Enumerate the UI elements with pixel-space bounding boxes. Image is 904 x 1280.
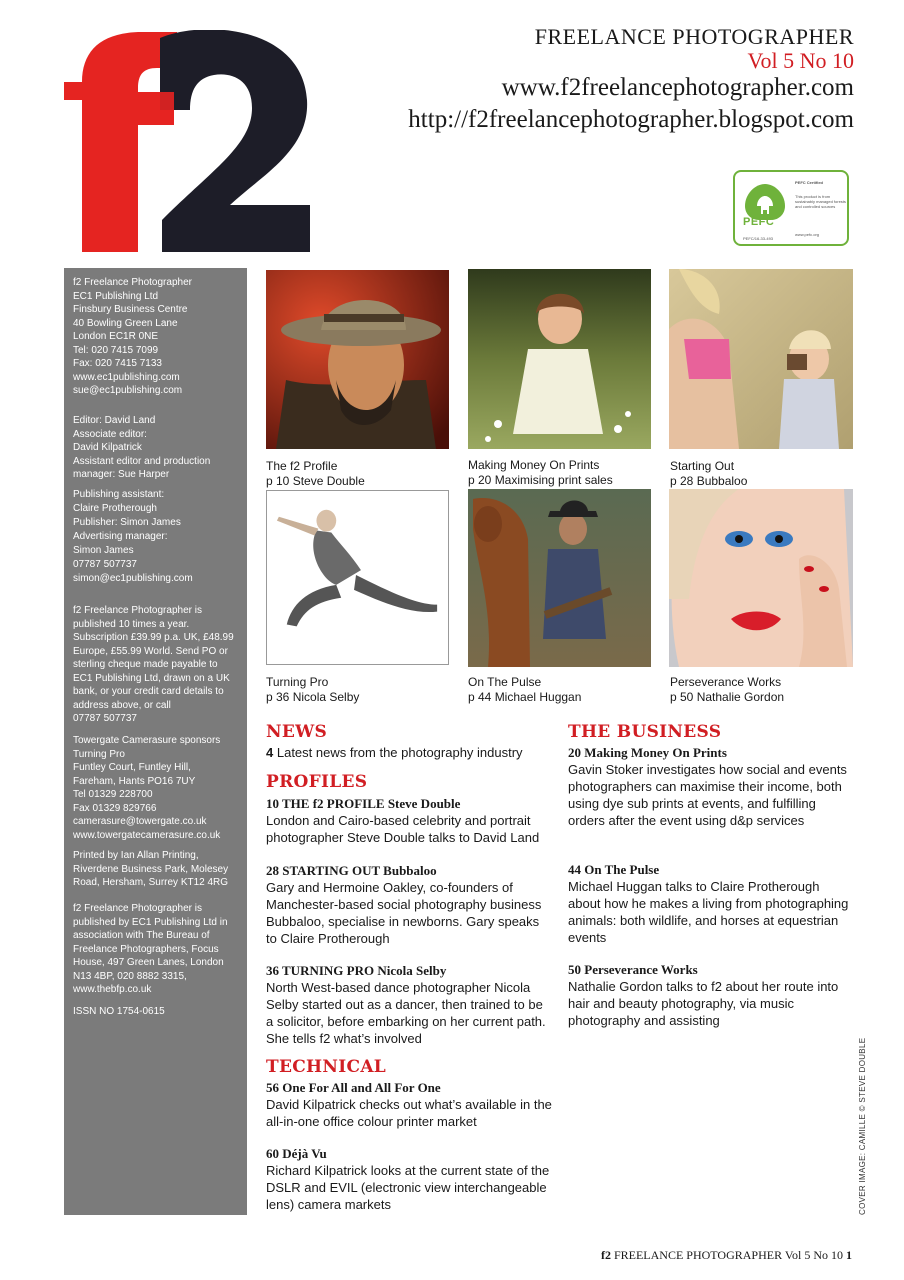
photo-dancer[interactable] (266, 490, 449, 665)
sidebar-line: f2 Freelance Photographer (73, 277, 192, 288)
photo-caption-title: Starting Out (670, 459, 735, 473)
sidebar-line[interactable]: www.ec1publishing.com (73, 371, 180, 383)
sidebar-line: Simon James (73, 545, 134, 556)
sidebar-line: f2 Freelance Photographer is (73, 903, 202, 914)
article-body: Gavin Stoker investigates how social and events photographers can maximise their income, both using dye sub prints at events, and fulfilling orders after the event using d&p services (568, 762, 847, 828)
sidebar-line: Claire Protherough (73, 503, 157, 514)
photo-steve-double[interactable] (266, 270, 449, 449)
sidebar-line: Freelance Photographers, Focus (73, 943, 219, 955)
pefc-code: PEFC/16-33-493 (743, 236, 774, 241)
sidebar-line: N13 4BP, 020 8882 3315, (73, 970, 187, 982)
article-title[interactable]: 44 On The Pulse (568, 862, 660, 877)
sidebar-line: Finsbury Business Centre (73, 304, 188, 315)
sidebar-line: Riverdene Business Park, Molesey (73, 863, 229, 875)
pefc-url: www.pefc.org (795, 232, 820, 237)
staff-list-2 (73, 488, 243, 586)
photo-caption-page: p 44 Michael Huggan (468, 690, 582, 704)
sidebar-line: Turning Pro (73, 748, 125, 760)
sidebar-line[interactable]: simon@ec1publishing.com (73, 573, 193, 584)
article-body: North West-based dance photographer Nicola Selby started out as a dancer, then trained to be a solicitor, before embarking on her current path. She tells f2 what’s involved (266, 980, 546, 1046)
sidebar-line: EC1 Publishing Ltd (73, 290, 159, 302)
sidebar-line: Tel 01329 228700 (73, 789, 153, 800)
pefc-label: PEFC (743, 216, 775, 228)
sidebar-line: Tel: 020 7415 7099 (73, 344, 159, 356)
blog-link[interactable]: http://f2freelancephotographer.blogspot.com (408, 106, 854, 133)
sidebar-line: address above, or call (73, 699, 171, 711)
photo-caption-title: Making Money On Prints (468, 458, 600, 472)
sidebar-line[interactable]: www.thebfp.co.uk (73, 984, 152, 995)
pefc-badge (733, 170, 849, 246)
sidebar-line: Fax: 020 7415 7133 (73, 358, 162, 369)
article-title[interactable]: 60 Déjà Vu (266, 1146, 327, 1161)
magazine-title: FREELANCE PHOTOGRAPHER (534, 24, 854, 49)
photo-cowboy-horse[interactable] (468, 489, 651, 667)
footer-brand: f2 (600, 1248, 611, 1262)
sidebar-line: Fareham, Hants PO16 7UY (73, 775, 196, 787)
issn: ISSN NO 1754-0615 (73, 1006, 165, 1017)
sidebar-line: Towergate Camerasure sponsors (73, 735, 221, 746)
sidebar-line: Funtley Court, Funtley Hill, (73, 762, 191, 773)
news-page-number: 4 (266, 745, 274, 760)
sidebar-line: Assistant editor and production (73, 455, 211, 467)
article-title[interactable]: 28 STARTING OUT Bubbaloo (266, 863, 437, 878)
sidebar-line: Subscription £39.99 p.a. UK, £48.99 (73, 632, 234, 643)
sidebar-line: 07787 507737 (73, 559, 137, 570)
sidebar-line: Fax 01329 829766 (73, 802, 157, 814)
article-title[interactable]: 56 One For All and All For One (266, 1080, 441, 1095)
article-title[interactable]: 50 Perseverance Works (568, 962, 698, 977)
footer-title: FREELANCE PHOTOGRAPHER Vol 5 No 10 (613, 1248, 843, 1262)
sidebar-line: Road, Hersham, Surrey KT12 4RG (73, 877, 229, 888)
sidebar-line: Advertising manager: (73, 531, 168, 542)
sidebar-line: Printed by Ian Allan Printing, (73, 850, 199, 861)
article-body: Gary and Hermoine Oakley, co-founders of Manchester-based social photography business Bubbaloo, specialise in newborns. Gary speaks to Claire Protherough (266, 880, 542, 946)
f2-logo (62, 30, 312, 255)
sidebar-line: published by EC1 Publishing Ltd in (73, 916, 228, 928)
section-heading-news: NEWS (266, 722, 328, 742)
sidebar-line: Associate editor: (73, 428, 147, 440)
sidebar-line: published 10 times a year. (73, 618, 190, 630)
photo-caption-title: Perseverance Works (670, 675, 782, 689)
sidebar-line: bank, or your credit card details to (73, 686, 224, 697)
sidebar-line: House, 497 Green Lanes, London (73, 957, 224, 968)
cover-credit: COVER IMAGE: CAMILLE © STEVE DOUBLE (858, 1037, 867, 1215)
pefc-description: This product is from sustainably managed forests and controlled sources (795, 194, 846, 209)
sidebar-line: 07787 507737 (73, 713, 137, 724)
article-body: Richard Kilpatrick looks at the current state of the DSLR and EVIL (electronic view interchangeable lens) camera markets (266, 1163, 550, 1212)
issue-number: Vol 5 No 10 (747, 48, 854, 73)
website-link[interactable]: www.f2freelancephotographer.com (501, 74, 854, 101)
sidebar-line[interactable]: www.towergatecamerasure.co.uk (73, 829, 221, 841)
news-item[interactable] (266, 745, 523, 760)
page-footer (601, 1248, 852, 1263)
sidebar-line[interactable]: camerasure@towergate.co.uk (73, 816, 207, 827)
sidebar-line[interactable]: sue@ec1publishing.com (73, 385, 183, 396)
sidebar-line: EC1 Publishing Ltd, drawn on a UK (73, 672, 230, 684)
sidebar-line: manager: Sue Harper (73, 469, 170, 480)
photo-mother-child[interactable] (669, 269, 853, 449)
sidebar-line: David Kilpatrick (73, 442, 142, 453)
sidebar-line: sterling cheque made payable to (73, 659, 218, 670)
staff-list (73, 414, 243, 482)
bfp-info (73, 902, 243, 997)
article-body: David Kilpatrick checks out what’s available in the all-in-one office colour printer market (266, 1097, 552, 1129)
sidebar-line: London EC1R 0NE (73, 331, 159, 342)
article-title[interactable]: 36 TURNING PRO Nicola Selby (266, 963, 447, 978)
sidebar-line: 40 Bowling Green Lane (73, 317, 178, 329)
photo-caption-title: Turning Pro (266, 675, 329, 689)
printer-info (73, 849, 243, 890)
photo-caption-title: On The Pulse (468, 675, 542, 689)
masthead-sidebar (64, 268, 247, 1215)
photo-caption-page: p 28 Bubbaloo (670, 474, 748, 488)
sidebar-line: f2 Freelance Photographer is (73, 605, 202, 616)
sidebar-line: Publisher: Simon James (73, 517, 181, 528)
article-body: Nathalie Gordon talks to f2 about her route into hair and beauty photography, via music photography and assisting (568, 979, 839, 1028)
publisher-info (73, 276, 243, 398)
sponsor-info (73, 734, 243, 842)
photo-caption-page: p 10 Steve Double (266, 474, 365, 488)
pefc-heading: PEFC Certified (795, 180, 824, 185)
article-body: London and Cairo-based celebrity and portrait photographer Steve Double talks to David Land (266, 813, 540, 845)
photo-caption-page: p 20 Maximising print sales (468, 473, 613, 487)
subscription-info (73, 604, 243, 726)
sidebar-line: Editor: David Land (73, 415, 156, 426)
sidebar-line: Publishing assistant: (73, 489, 165, 500)
sidebar-line: association with The Bureau of (73, 930, 210, 941)
article-title[interactable]: 10 THE f2 PROFILE Steve Double (266, 796, 461, 811)
article-title[interactable]: 20 Making Money On Prints (568, 745, 727, 760)
article-body: Michael Huggan talks to Claire Protherough about how he makes a living from photographing animals: both wildlife, and horses at equestrian events (568, 879, 849, 945)
section-heading-profiles: PROFILES (266, 772, 368, 792)
section-heading-business: THE BUSINESS (568, 722, 722, 742)
page-number: 1 (846, 1248, 852, 1262)
photo-woman-portrait[interactable] (669, 489, 853, 667)
photo-caption-title: The f2 Profile (266, 459, 338, 473)
photo-girl-field[interactable] (468, 269, 651, 449)
section-heading-technical: TECHNICAL (266, 1057, 387, 1077)
photo-caption-page: p 50 Nathalie Gordon (670, 690, 785, 704)
sidebar-line: Europe, £55.99 World. Send PO or (73, 645, 228, 657)
news-text: Latest news from the photography industry (276, 745, 523, 760)
photo-caption-page: p 36 Nicola Selby (266, 690, 360, 704)
